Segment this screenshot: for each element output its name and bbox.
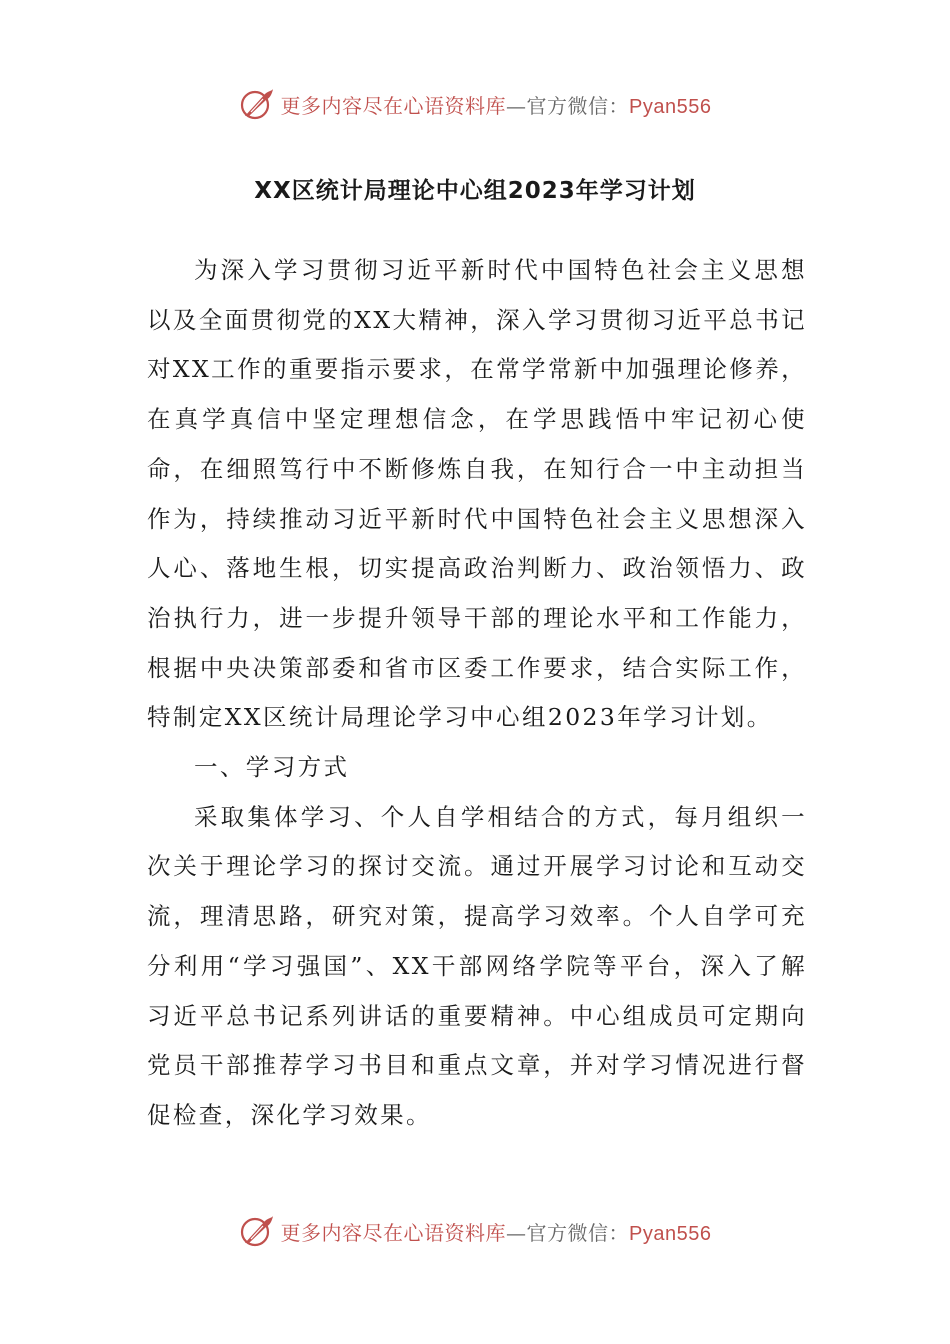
banner-dash: — xyxy=(506,1220,527,1245)
banner-wechat-id: Pyan556 xyxy=(629,1222,712,1245)
quill-logo-icon xyxy=(239,86,275,122)
header-banner xyxy=(0,84,950,124)
banner-sub-text: 官方微信： xyxy=(526,1220,630,1245)
section-heading: 一、学习方式 xyxy=(194,753,350,782)
banner-sub-text: 官方微信： xyxy=(526,93,630,118)
footer-banner xyxy=(0,1211,950,1251)
banner-text xyxy=(281,1217,712,1246)
banner-wechat-id: Pyan556 xyxy=(629,95,712,118)
document-body xyxy=(147,246,807,1141)
banner-main-text: 更多内容尽在心语资料库 xyxy=(280,1220,507,1245)
body-paragraph: 为深入学习贯彻习近平新时代中国特色社会主义思想以及全面贯彻党的XX大精神，深入学习贯彻习近平总书记对XX工作的重要指示要求，在常学常新中加强理论修养，在真学真信中坚定理想信念，在学思践悟中牢记初心使命，在细照笃行中不断修炼自我，在知行合一中主动担当作为，持续推动习近平新时代中国特色社会主义思想深入人心、落地生根，切实提高政治判断力、政治领悟力、政治执行力，进一步提升领导干部的理论水平和工作能力，根据中央决策部委和省市区委工作要求，结合实际工作，特制定XX区统计局理论学习中心组2023年学习计划。 xyxy=(147,256,807,732)
quill-logo-icon xyxy=(239,1213,275,1249)
banner-main-text: 更多内容尽在心语资料库 xyxy=(280,93,507,118)
body-paragraph: 采取集体学习、个人自学相结合的方式，每月组织一次关于理论学习的探讨交流。通过开展学习讨论和互动交流，理清思路，研究对策，提高学习效率。个人自学可充分利用“学习强国”、XX干部网络学院等平台，深入了解习近平总书记系列讲话的重要精神。中心组成员可定期向党员干部推荐学习书目和重点文章，并对学习情况进行督促检查，深化学习效果。 xyxy=(147,802,807,1129)
document-title: XX区统计局理论中心组2023年学习计划 xyxy=(254,178,696,204)
banner-text xyxy=(281,90,712,119)
banner-dash: — xyxy=(506,93,527,118)
